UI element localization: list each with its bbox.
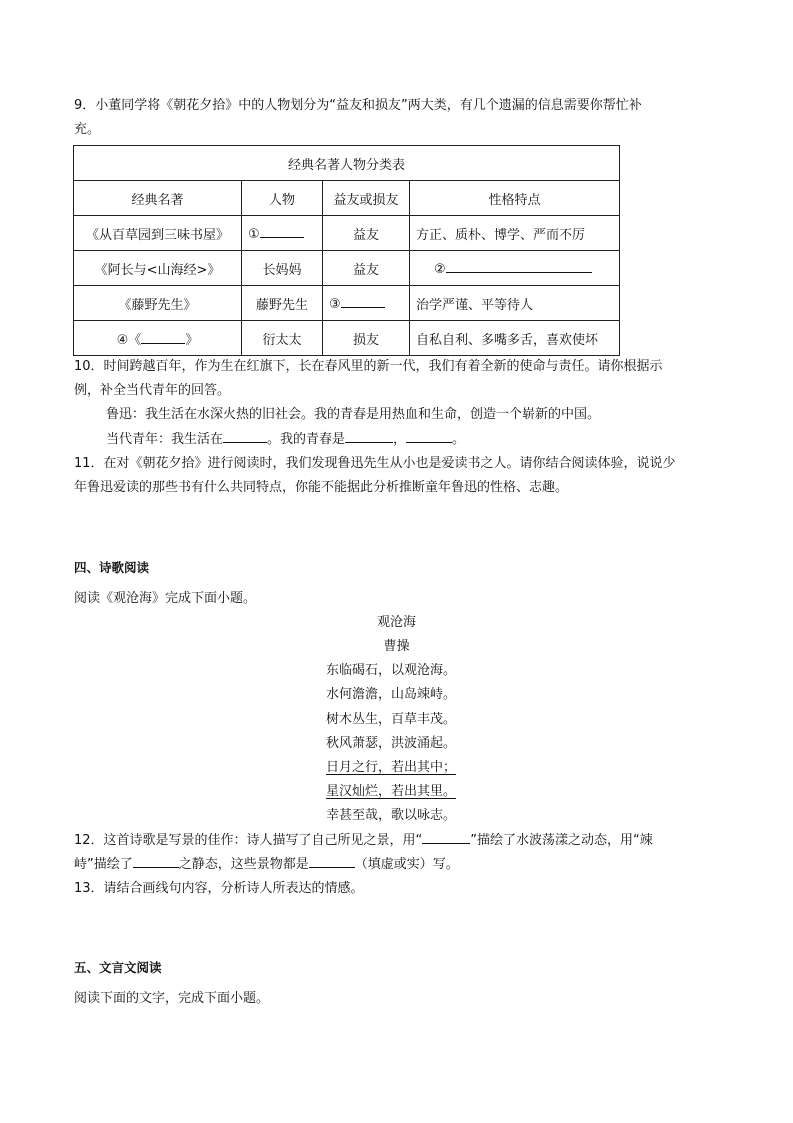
classification-table	[73, 145, 620, 356]
cell-person: ①	[242, 216, 323, 251]
cell-traits: 治学严谨、平等待人	[410, 286, 620, 321]
table-row	[74, 216, 620, 251]
blank-q12-2[interactable]	[133, 855, 179, 868]
cell-book: 《阿长与<山海经>》	[74, 251, 242, 286]
q13: 13．请结合画线句内容，分析诗人所表达的情感。	[74, 881, 364, 896]
poem-line: 幸甚至哉，歌以咏志。	[326, 808, 457, 823]
section4-intro: 阅读《观沧海》完成下面小题。	[74, 591, 257, 606]
q11-line2: 年鲁迅爱读的那些书有什么共同特点，你能不能据此分析推断童年鲁迅的性格、志趣。	[74, 480, 569, 495]
section5-heading: 五、文言文阅读	[74, 960, 162, 975]
poem-line: 水何澹澹，山岛竦峙。	[326, 687, 457, 702]
cell-book: 《藤野先生》	[74, 286, 242, 321]
q11-line1: 11．在对《朝花夕拾》进行阅读时，我们发现鲁迅先生从小也是爱读书之人。请你结合阅读体验，说说少	[74, 456, 676, 471]
cell-person: 长妈妈	[242, 251, 323, 286]
q10-luxun: 鲁迅：我生活在水深火热的旧社会。我的青春是用热血和生命，创造一个崭新的中国。	[106, 407, 601, 422]
table-row	[74, 251, 620, 286]
blank-4[interactable]	[141, 331, 185, 344]
header-traits: 性格特点	[410, 181, 620, 216]
cell-type: 益友	[323, 216, 410, 251]
blank-youth-1[interactable]	[223, 430, 267, 443]
header-book: 经典名著	[74, 181, 242, 216]
cell-type: 损友	[323, 321, 410, 356]
q10-line1: 10．时间跨越百年，作为生在红旗下，长在春风里的新一代，我们有着全新的使命与责任。请你根据示	[74, 359, 663, 374]
header-person: 人物	[242, 181, 323, 216]
q9-line1: 9．小董同学将《朝花夕拾》中的人物划分为“益友和损友”两大类，有几个遗漏的信息需要你帮忙补	[74, 98, 642, 113]
table-row	[74, 321, 620, 356]
cell-book: ④《 》	[74, 321, 242, 356]
q10-line2: 例，补全当代青年的回答。	[74, 383, 231, 398]
cell-book: 《从百草园到三味书屋》	[74, 216, 242, 251]
blank-q12-1[interactable]	[422, 831, 470, 844]
poem-line: 树木丛生，百草丰茂。	[326, 712, 457, 727]
header-type: 益友或损友	[323, 181, 410, 216]
cell-traits: 方正、质朴、博学、严而不厉	[410, 216, 620, 251]
blank-youth-3[interactable]	[406, 430, 452, 443]
table-row	[74, 286, 620, 321]
table-title: 经典名著人物分类表	[74, 146, 620, 181]
q12-line2: 峙”描绘了 之静态，这些景物都是 （填虚或实）写。	[74, 857, 459, 872]
poem-line-underlined: 日月之行，若出其中；	[326, 760, 457, 775]
blank-youth-2[interactable]	[345, 430, 393, 443]
poem-title: 观沧海	[376, 615, 416, 630]
section4-heading: 四、诗歌阅读	[74, 560, 150, 575]
cell-traits: ②	[410, 251, 620, 286]
poem-line: 东临碣石，以观沧海。	[326, 663, 457, 678]
cell-type: 益友	[323, 251, 410, 286]
q10-youth: 当代青年：我生活在 。我的青春是 ， 。	[106, 432, 466, 447]
blank-2[interactable]	[446, 260, 592, 273]
poem-line: 秋风萧瑟，洪波涌起。	[326, 736, 457, 751]
blank-1[interactable]	[260, 225, 304, 238]
cell-type: ③	[323, 286, 410, 321]
poem-line-underlined: 星汉灿烂，若出其里。	[326, 784, 457, 799]
q9-line2: 充。	[74, 122, 101, 137]
cell-traits: 自私自利、多嘴多舌，喜欢使坏	[410, 321, 620, 356]
cell-person: 衍太太	[242, 321, 323, 356]
poem-author: 曹操	[383, 639, 410, 654]
q12-line1: 12．这首诗歌是写景的佳作：诗人描写了自己所见之景，用“ ”描绘了水波荡漾之动态，用“竦	[74, 833, 653, 848]
blank-q12-3[interactable]	[309, 855, 355, 868]
cell-person: 藤野先生	[242, 286, 323, 321]
blank-3[interactable]	[341, 295, 385, 308]
section5-intro: 阅读下面的文字，完成下面小题。	[74, 991, 270, 1006]
table-header-row	[74, 181, 620, 216]
